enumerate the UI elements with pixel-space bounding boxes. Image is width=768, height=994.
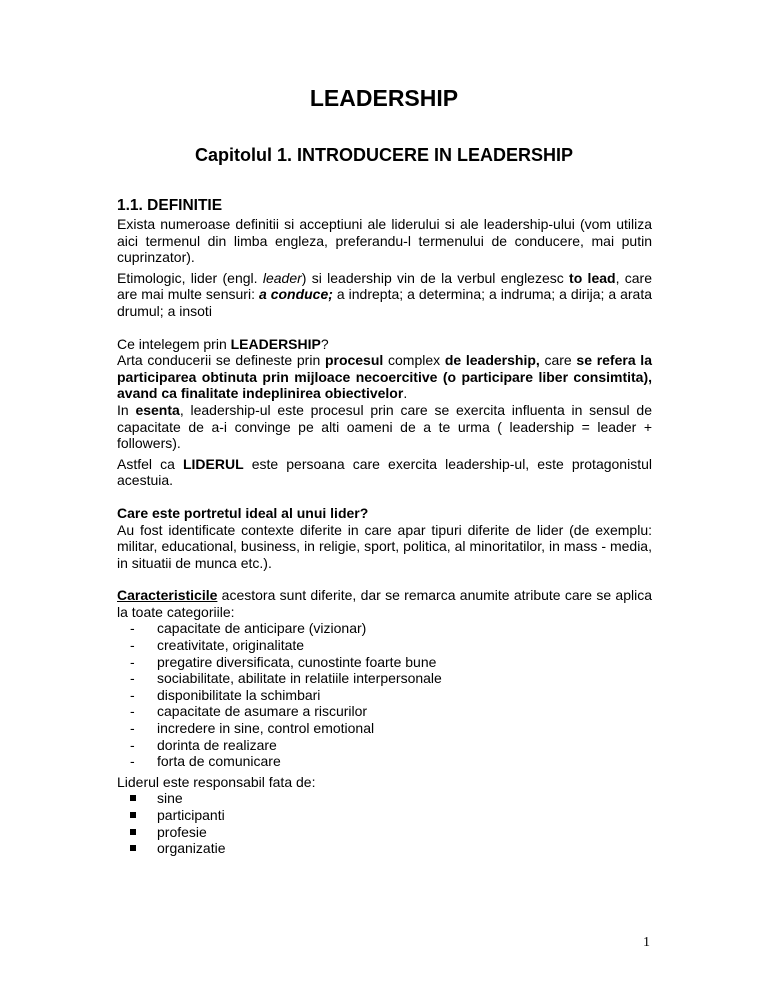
text-bold: procesul — [324, 352, 384, 369]
dash-marker: - — [130, 720, 135, 737]
paragraph-leader — [117, 456, 652, 489]
page-number: 1 — [643, 935, 650, 950]
dash-marker: - — [130, 637, 135, 654]
text-bold: de leadership, — [444, 352, 540, 369]
text-run: In — [117, 401, 136, 418]
list-item — [130, 720, 652, 737]
dash-marker: - — [130, 670, 135, 687]
square-bullet-icon — [130, 795, 136, 801]
list-item — [130, 687, 652, 704]
list-item-text: capacitate de asumare a riscurilor — [157, 703, 368, 720]
dash-marker: - — [130, 736, 135, 753]
list-item — [130, 670, 652, 687]
paragraph-definitions: Exista numeroase definitii si acceptiuni ale liderului si ale leadership-ului (vom utiliza aici termenul din limba engleza, preferandu-l termenului de conducere, mai putin cuprinzator). — [117, 216, 652, 266]
text-bold: esenta — [135, 401, 180, 418]
paragraph-responsibility: Liderul este responsabil fata de: — [117, 773, 316, 790]
section-heading: 1.1. DEFINITIE — [117, 197, 223, 214]
text-run: Astfel ca — [117, 455, 183, 472]
list-item-text: organizatie — [157, 840, 226, 857]
dash-marker: - — [130, 620, 135, 637]
document-body — [117, 196, 652, 857]
question-leadership — [117, 336, 652, 353]
text-bold-italic: a conduce; — [258, 286, 333, 303]
text-run: , care are mai multe sensuri: — [117, 269, 652, 303]
list-item-text: capacitate de anticipare (vizionar) — [157, 620, 367, 637]
chapter-title: Capitolul 1. INTRODUCERE IN LEADERSHIP — [194, 145, 574, 165]
text-run: , leadership-ul este procesul prin care se exercita influenta in sensul de capacitate de a-i convinge pe alti oameni de a te urma ( leadership = leader + followers). — [117, 401, 652, 452]
list-item-text: incredere in sine, control emotional — [157, 720, 375, 737]
dash-marker: - — [130, 653, 135, 670]
list-item-text: participanti — [157, 807, 225, 823]
paragraph-contexts: Au fost identificate contexte diferite in care apar tipuri diferite de lider (de exemplu: militar, educational, business, in religie, sport, politica, al minoritatilor, in mass - media, in situatii de munca etc.). — [117, 521, 652, 571]
list-item — [129, 807, 652, 824]
text-bold: LEADERSHIP — [230, 335, 321, 352]
paragraph-characteristics — [117, 587, 652, 620]
list-item — [130, 703, 652, 720]
dash-marker: - — [130, 753, 135, 770]
dash-marker: - — [130, 703, 135, 720]
list-item — [129, 840, 652, 857]
square-bullet-icon — [130, 845, 136, 851]
text-bold: Care este portretul ideal al unui lider? — [117, 504, 369, 521]
list-item — [130, 753, 652, 770]
list-item — [130, 620, 652, 637]
text-italic: leader — [262, 269, 302, 286]
text-run: Etimologic, lider (engl. — [117, 269, 263, 286]
list-item-text: profesie — [157, 823, 207, 840]
paragraph-art-of-leadership — [117, 352, 652, 402]
text-run: ) si leadership vin de la verbul englezesc — [301, 269, 570, 286]
list-item-text: creativitate, originalitate — [157, 637, 305, 654]
text-bold: LIDERUL — [182, 455, 244, 472]
text-run: Ce intelegem prin — [117, 335, 231, 352]
page-title: LEADERSHIP — [309, 85, 459, 111]
traits-list — [117, 620, 652, 769]
list-item-text: sociabilitate, abilitate in relatiile interpersonale — [157, 670, 442, 687]
text-run: a indrepta; a determina; a indruma; a dirija; a arata drumul; a insoti — [117, 286, 653, 319]
text-bold-underline: Caracteristicile — [117, 587, 218, 604]
list-item — [130, 737, 652, 754]
square-bullet-icon — [130, 812, 136, 818]
dash-marker: - — [130, 686, 135, 703]
list-item — [129, 790, 652, 807]
list-item — [130, 654, 652, 671]
text-run: ? — [320, 335, 329, 352]
text-bold: se refera la participarea obtinuta prin mijloace necoercitive (o participare liber consimtita), avand ca finalitate indeplinirea obiectivelor — [117, 352, 652, 402]
list-item-text: disponibilitate la schimbari — [157, 686, 321, 703]
paragraph-essence — [117, 402, 652, 452]
list-item-text: forta de comunicare — [157, 753, 281, 770]
square-bullet-icon — [130, 829, 136, 835]
list-item — [129, 824, 652, 841]
list-item-text: dorinta de realizare — [157, 736, 277, 753]
responsibility-list — [117, 790, 652, 856]
text-bold: to lead — [569, 269, 616, 286]
question-ideal-portrait — [117, 505, 652, 522]
list-item — [130, 637, 652, 654]
text-run: este persoana care exercita leadership-ul, este protagonistul acestuia. — [117, 455, 652, 489]
list-item-text: sine — [157, 790, 183, 807]
list-item-text: pregatire diversificata, cunostinte foarte bune — [157, 653, 437, 670]
text-run: care — [539, 352, 577, 369]
text-run: acestora sunt diferite, dar se remarca anumite atribute care se aplica la toate categoriile: — [117, 587, 652, 620]
text-run: Arta conducerii se defineste prin — [117, 352, 325, 369]
text-run: . — [403, 385, 408, 402]
paragraph-etymology — [117, 270, 652, 320]
text-run: complex — [383, 352, 445, 369]
